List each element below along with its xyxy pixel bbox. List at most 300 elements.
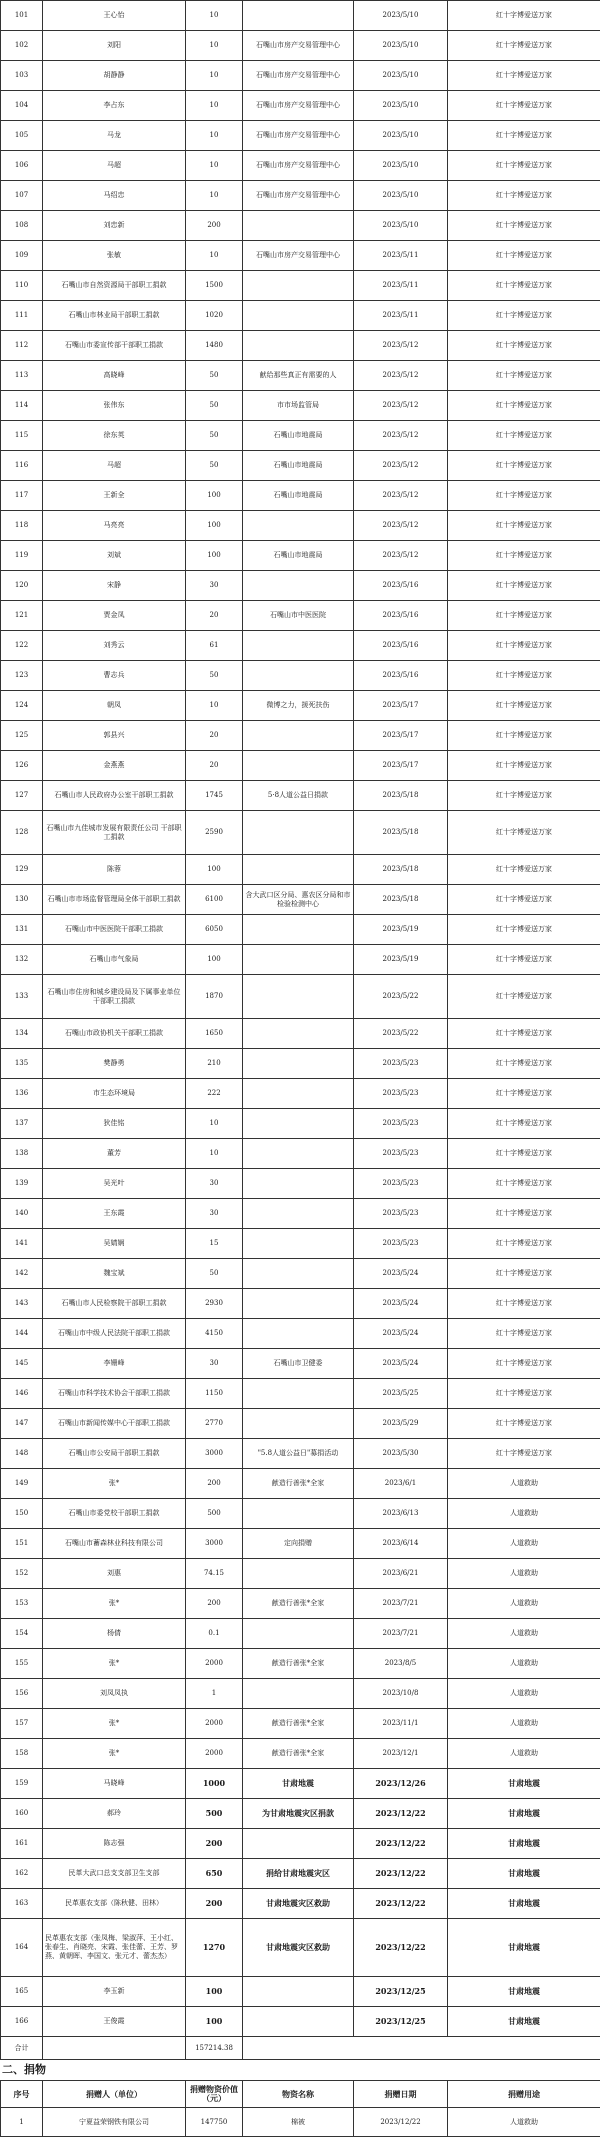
row-donor: 高晓峰 [43,361,186,391]
row-use: 红十字博爱送万家 [448,631,600,661]
table-row [1,1169,600,1199]
item-value: 147750 [186,2108,243,2137]
row-amount: 3000 [186,1439,243,1469]
row-donor: 吴光叶 [43,1169,186,1199]
row-use: 红十字博爱送万家 [448,1349,600,1379]
row-use: 红十字博爱送万家 [448,1139,600,1169]
table-row [1,975,600,1019]
row-no: 123 [1,661,43,691]
row-no: 146 [1,1379,43,1409]
row-no: 140 [1,1199,43,1229]
table-row [1,601,600,631]
row-donor: 张* [43,1469,186,1499]
row-donor: 刘阳 [43,31,186,61]
row-date: 2023/5/17 [354,751,448,781]
row-use: 人道救助 [448,1589,600,1619]
row-purpose [243,751,354,781]
table-row [1,91,600,121]
row-purpose [243,1199,354,1229]
row-donor: 朝凤 [43,691,186,721]
row-date: 2023/6/21 [354,1559,448,1589]
row-amount: 1745 [186,781,243,811]
row-date: 2023/5/16 [354,631,448,661]
row-no: 164 [1,1919,43,1977]
row-no: 106 [1,151,43,181]
row-purpose: 石嘴山市地震局 [243,541,354,571]
row-purpose [243,1169,354,1199]
row-use: 红十字博爱送万家 [448,1169,600,1199]
row-purpose: 献造行善张*全家 [243,1709,354,1739]
row-donor: 石嘴山市委党校干部职工捐款 [43,1499,186,1529]
row-purpose: 石嘴山市房产交易管理中心 [243,181,354,211]
total-row [1,2037,600,2060]
row-amount: 100 [186,481,243,511]
row-no: 161 [1,1829,43,1859]
row-date: 2023/5/23 [354,1049,448,1079]
row-purpose [243,1319,354,1349]
row-date: 2023/10/8 [354,1679,448,1709]
row-no: 115 [1,421,43,451]
table-row [1,691,600,721]
row-date: 2023/5/10 [354,211,448,241]
header-item-name: 物资名称 [243,2081,354,2108]
table-row [1,1049,600,1079]
table-row [1,721,600,751]
row-use: 红十字博爱送万家 [448,885,600,915]
row-date: 2023/5/10 [354,31,448,61]
row-amount: 10 [186,1139,243,1169]
row-use: 红十字博爱送万家 [448,421,600,451]
row-amount: 1020 [186,301,243,331]
row-amount: 50 [186,391,243,421]
row-donor: 魏宝斌 [43,1259,186,1289]
table-row [1,1109,600,1139]
row-date: 2023/5/16 [354,601,448,631]
row-no: 132 [1,945,43,975]
row-use: 红十字博爱送万家 [448,91,600,121]
row-purpose: 定向捐赠 [243,1529,354,1559]
row-no: 133 [1,975,43,1019]
row-amount: 50 [186,421,243,451]
row-donor: 张敏 [43,241,186,271]
row-donor: 石嘴山市科学技术协会干部职工捐款 [43,1379,186,1409]
row-no: 158 [1,1739,43,1769]
row-donor: 徐东英 [43,421,186,451]
row-donor: 曹志兵 [43,661,186,691]
row-date: 2023/7/21 [354,1589,448,1619]
header-no: 序号 [1,2081,43,2108]
table-row [1,1259,600,1289]
row-no: 124 [1,691,43,721]
row-use: 红十字博爱送万家 [448,721,600,751]
table-row [1,451,600,481]
row-amount: 10 [186,1,243,31]
table-row [1,571,600,601]
row-date: 2023/5/22 [354,975,448,1019]
row-donor: 石嘴山市委宣传部干部职工捐款 [43,331,186,361]
row-date: 2023/5/12 [354,361,448,391]
row-donor: 吴婧娴 [43,1229,186,1259]
table-row [1,1529,600,1559]
row-use: 甘肃地震 [448,1859,600,1889]
row-date: 2023/12/22 [354,1889,448,1919]
row-donor: 宋静 [43,571,186,601]
row-purpose [243,1379,354,1409]
row-purpose: 石嘴山市房产交易管理中心 [243,31,354,61]
row-purpose [243,1409,354,1439]
row-date: 2023/5/25 [354,1379,448,1409]
row-donor: 石嘴山市自然资源局干部职工捐款 [43,271,186,301]
row-amount: 6100 [186,885,243,915]
table-row [1,331,600,361]
row-amount: 100 [186,541,243,571]
row-donor: 刘惠 [43,1559,186,1589]
row-donor: 马龙 [43,121,186,151]
row-use: 红十字博爱送万家 [448,1259,600,1289]
table-row [1,1,600,31]
row-amount: 15 [186,1229,243,1259]
row-purpose [243,721,354,751]
cash-donation-rows [1,1,600,2060]
row-no: 128 [1,811,43,855]
row-no: 138 [1,1139,43,1169]
row-date: 2023/6/1 [354,1469,448,1499]
row-donor: 杨倩 [43,1619,186,1649]
row-amount: 74.15 [186,1559,243,1589]
row-no: 105 [1,121,43,151]
header-donor: 捐赠人（单位） [43,2081,186,2108]
row-amount: 2770 [186,1409,243,1439]
row-donor: 民革惠农支部（张凤梅、梁淑萍、王小红、张春生、肖晓亮、宋霞、张佳蕾、王芳、罗燕、黄朝晖、李国文、张元才、蕾杰杰） [43,1919,186,1977]
row-amount: 100 [186,1977,243,2007]
row-no: 136 [1,1079,43,1109]
row-amount: 3000 [186,1529,243,1559]
table-row [1,31,600,61]
row-amount: 210 [186,1049,243,1079]
table-row [1,241,600,271]
item-date: 2023/12/22 [354,2108,448,2137]
row-purpose: 石嘴山市房产交易管理中心 [243,151,354,181]
table-row [1,1559,600,1589]
row-date: 2023/5/19 [354,945,448,975]
row-purpose [243,1049,354,1079]
row-use: 红十字博爱送万家 [448,481,600,511]
row-purpose [243,915,354,945]
row-use: 红十字博爱送万家 [448,1409,600,1439]
row-purpose: 献给那些真正有需要的人 [243,361,354,391]
row-no: 159 [1,1769,43,1799]
row-use: 红十字博爱送万家 [448,151,600,181]
table-row [1,271,600,301]
table-row [1,1439,600,1469]
row-no: 113 [1,361,43,391]
row-donor: 石嘴山市人民检察院干部职工捐款 [43,1289,186,1319]
row-use: 红十字博爱送万家 [448,1049,600,1079]
row-amount: 1270 [186,1919,243,1977]
row-date: 2023/5/10 [354,121,448,151]
row-purpose [243,1977,354,2007]
row-donor: 马超 [43,451,186,481]
row-date: 2023/5/12 [354,391,448,421]
row-purpose: "5.8人道公益日"募捐活动 [243,1439,354,1469]
row-donor: 郝玲 [43,1799,186,1829]
row-use: 红十字博爱送万家 [448,571,600,601]
row-amount: 50 [186,451,243,481]
row-no: 121 [1,601,43,631]
row-date: 2023/5/17 [354,691,448,721]
row-date: 2023/6/14 [354,1529,448,1559]
row-no: 119 [1,541,43,571]
row-purpose: 献造行善张*全家 [243,1649,354,1679]
row-purpose: 甘肃地震 [243,1769,354,1799]
row-no: 131 [1,915,43,945]
row-use: 红十字博爱送万家 [448,1079,600,1109]
row-use: 人道救助 [448,1559,600,1589]
row-donor: 石嘴山市九佳城市发展有限责任公司 干部职工捐款 [43,811,186,855]
row-date: 2023/5/12 [354,421,448,451]
row-no: 135 [1,1049,43,1079]
table-row [1,945,600,975]
row-use: 红十字博爱送万家 [448,241,600,271]
total-blank [43,2037,186,2060]
row-amount: 61 [186,631,243,661]
row-donor: 石嘴山市气象局 [43,945,186,975]
row-no: 125 [1,721,43,751]
table-row [1,541,600,571]
row-amount: 2000 [186,1649,243,1679]
row-donor: 马亮亮 [43,511,186,541]
row-use: 红十字博爱送万家 [448,975,600,1019]
table-row [1,1469,600,1499]
row-purpose: 石嘴山市卫健委 [243,1349,354,1379]
table-row [1,1079,600,1109]
row-donor: 李占东 [43,91,186,121]
row-purpose: 献造行善张*全家 [243,1739,354,1769]
row-date: 2023/5/23 [354,1079,448,1109]
row-date: 2023/5/23 [354,1139,448,1169]
item-donor: 宁夏益荣钢铁有限公司 [43,2108,186,2137]
row-use: 红十字博爱送万家 [448,301,600,331]
row-no: 110 [1,271,43,301]
row-no: 108 [1,211,43,241]
row-no: 157 [1,1709,43,1739]
row-amount: 10 [186,1109,243,1139]
row-donor: 王俊霞 [43,2007,186,2037]
row-use: 红十字博爱送万家 [448,271,600,301]
table-row [1,1019,600,1049]
row-amount: 2000 [186,1709,243,1739]
header-use: 捐赠用途 [448,2081,600,2108]
table-row [1,211,600,241]
row-amount: 4150 [186,1319,243,1349]
table-row [1,1977,600,2007]
row-date: 2023/5/24 [354,1259,448,1289]
row-date: 2023/5/16 [354,661,448,691]
table-row [1,2007,600,2037]
row-amount: 200 [186,1829,243,1859]
row-donor: 民革惠农支部（陈秋健、田林） [43,1889,186,1919]
row-date: 2023/5/12 [354,481,448,511]
row-amount: 10 [186,91,243,121]
row-date: 2023/5/12 [354,331,448,361]
row-use: 红十字博爱送万家 [448,855,600,885]
table-row [1,1229,600,1259]
row-use: 红十字博爱送万家 [448,781,600,811]
total-label: 合计 [1,2037,43,2060]
row-use: 甘肃地震 [448,1977,600,2007]
item-use: 人道救助 [448,2108,600,2137]
row-use: 甘肃地震 [448,1889,600,1919]
row-use: 红十字博爱送万家 [448,1319,600,1349]
row-no: 109 [1,241,43,271]
row-use: 红十字博爱送万家 [448,945,600,975]
table-row [1,421,600,451]
row-donor: 张伟东 [43,391,186,421]
row-use: 人道救助 [448,1499,600,1529]
row-use: 红十字博爱送万家 [448,211,600,241]
row-no: 156 [1,1679,43,1709]
row-amount: 20 [186,601,243,631]
table-row [1,811,600,855]
row-no: 166 [1,2007,43,2037]
row-amount: 500 [186,1799,243,1829]
row-donor: 马晓峰 [43,1769,186,1799]
row-donor: 陈蓉 [43,855,186,885]
row-no: 122 [1,631,43,661]
row-use: 红十字博爱送万家 [448,541,600,571]
row-donor: 张* [43,1589,186,1619]
table-row [1,855,600,885]
row-date: 2023/5/10 [354,91,448,121]
row-purpose [243,1229,354,1259]
row-amount: 100 [186,2007,243,2037]
row-amount: 1480 [186,331,243,361]
row-amount: 2000 [186,1739,243,1769]
row-date: 2023/5/23 [354,1229,448,1259]
row-purpose: 石嘴山市地震局 [243,451,354,481]
row-no: 152 [1,1559,43,1589]
row-purpose: 甘肃地震灾区救助 [243,1919,354,1977]
row-no: 139 [1,1169,43,1199]
row-amount: 2930 [186,1289,243,1319]
table-row [1,1319,600,1349]
row-amount: 1000 [186,1769,243,1799]
row-purpose [243,511,354,541]
row-purpose: 石嘴山市中医医院 [243,601,354,631]
row-purpose [243,661,354,691]
row-amount: 0.1 [186,1619,243,1649]
table-row [1,361,600,391]
table-row [1,61,600,91]
row-amount: 100 [186,945,243,975]
row-use: 人道救助 [448,1679,600,1709]
row-purpose [243,975,354,1019]
row-purpose [243,1079,354,1109]
row-no: 160 [1,1799,43,1829]
row-date: 2023/5/24 [354,1349,448,1379]
row-use: 甘肃地震 [448,2007,600,2037]
row-purpose [243,1289,354,1319]
row-use: 人道救助 [448,1709,600,1739]
row-amount: 10 [186,31,243,61]
row-donor: 贾金凤 [43,601,186,631]
table-row [1,1709,600,1739]
total-amount: 157214.38 [186,2037,243,2060]
row-date: 2023/12/22 [354,1829,448,1859]
row-purpose: 石嘴山市房产交易管理中心 [243,121,354,151]
row-use: 红十字博爱送万家 [448,1229,600,1259]
row-purpose [243,1259,354,1289]
row-no: 126 [1,751,43,781]
row-date: 2023/12/26 [354,1769,448,1799]
row-use: 人道救助 [448,1739,600,1769]
row-amount: 30 [186,1169,243,1199]
row-use: 红十字博爱送万家 [448,1199,600,1229]
row-use: 红十字博爱送万家 [448,661,600,691]
row-donor: 郭县兴 [43,721,186,751]
table-row [1,661,600,691]
table-row [1,781,600,811]
row-date: 2023/5/12 [354,511,448,541]
row-date: 2023/5/12 [354,451,448,481]
row-no: 147 [1,1409,43,1439]
row-purpose [243,1679,354,1709]
row-no: 151 [1,1529,43,1559]
row-no: 103 [1,61,43,91]
row-purpose [243,1109,354,1139]
row-date: 2023/5/30 [354,1439,448,1469]
row-no: 130 [1,885,43,915]
row-no: 145 [1,1349,43,1379]
row-amount: 50 [186,361,243,391]
row-amount: 10 [186,241,243,271]
table-row [1,631,600,661]
row-date: 2023/5/23 [354,1169,448,1199]
table-row [1,1289,600,1319]
row-use: 红十字博爱送万家 [448,361,600,391]
row-purpose: 甘肃地震灾区救助 [243,1889,354,1919]
row-donor: 石嘴山市人民政府办公室干部职工捐款 [43,781,186,811]
row-no: 148 [1,1439,43,1469]
row-use: 人道救助 [448,1529,600,1559]
row-amount: 20 [186,721,243,751]
row-purpose [243,1019,354,1049]
row-date: 2023/5/11 [354,301,448,331]
row-date: 2023/5/24 [354,1319,448,1349]
row-use: 人道救助 [448,1469,600,1499]
row-date: 2023/11/1 [354,1709,448,1739]
row-date: 2023/5/18 [354,885,448,915]
row-date: 2023/5/16 [354,571,448,601]
row-no: 150 [1,1499,43,1529]
row-date: 2023/12/1 [354,1739,448,1769]
row-date: 2023/12/25 [354,2007,448,2037]
row-date: 2023/5/23 [354,1199,448,1229]
row-amount: 200 [186,211,243,241]
row-no: 165 [1,1977,43,2007]
row-use: 甘肃地震 [448,1829,600,1859]
row-use: 甘肃地震 [448,1799,600,1829]
row-no: 162 [1,1859,43,1889]
table-row [1,1499,600,1529]
row-use: 红十字博爱送万家 [448,691,600,721]
row-use: 红十字博爱送万家 [448,915,600,945]
table-row [1,1829,600,1859]
row-donor: 董芳 [43,1139,186,1169]
row-purpose: 石嘴山市地震局 [243,481,354,511]
table-row [1,1139,600,1169]
row-date: 2023/5/17 [354,721,448,751]
